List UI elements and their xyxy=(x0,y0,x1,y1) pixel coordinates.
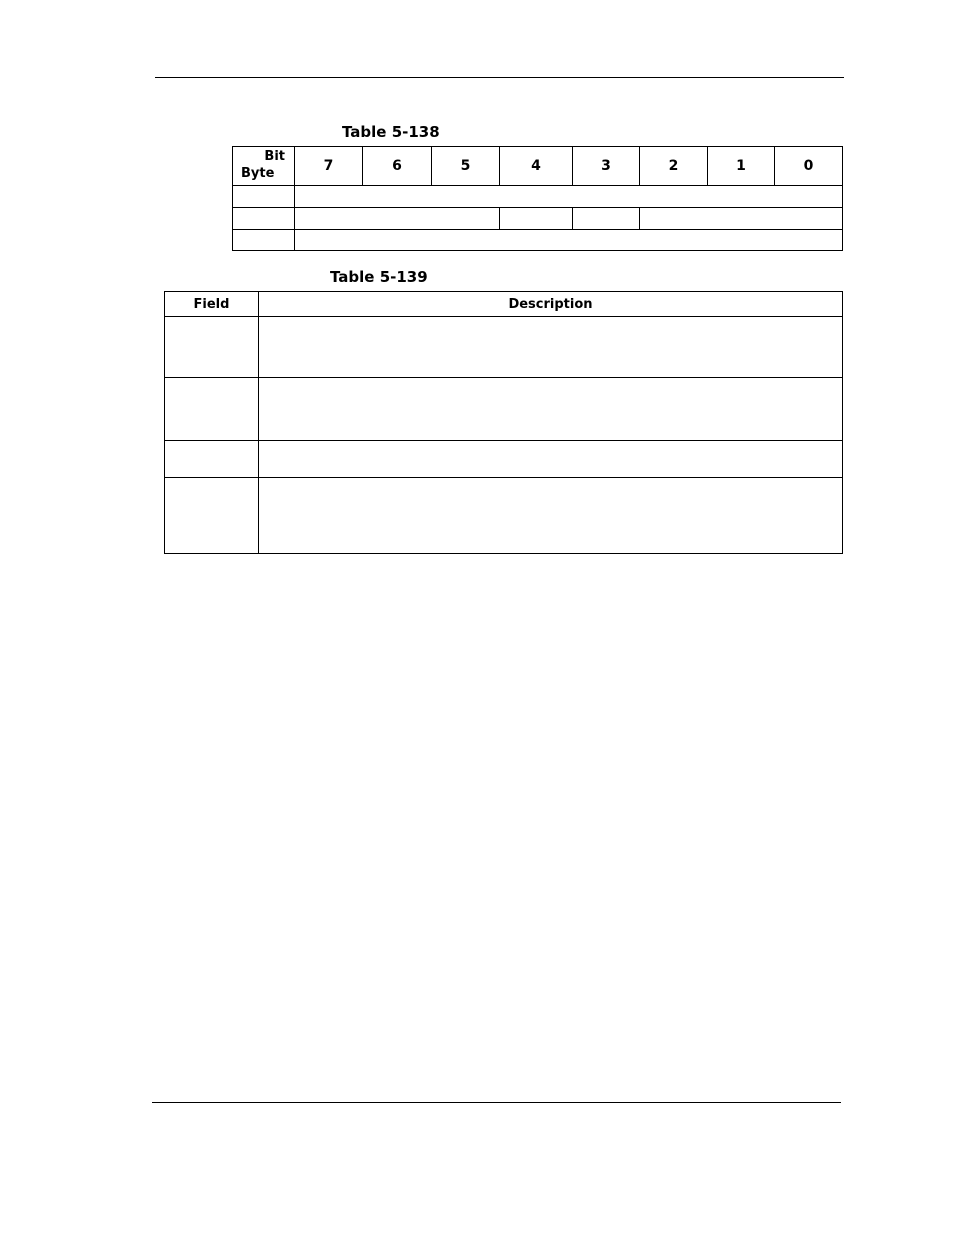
field-cell xyxy=(165,441,259,478)
table-138-row xyxy=(233,208,843,230)
field-cell xyxy=(165,378,259,441)
bit-header-5: 5 xyxy=(432,147,500,186)
field-column-header: Field xyxy=(165,292,259,317)
table-139-caption: Table 5-139 xyxy=(330,268,428,286)
field-cell xyxy=(295,230,843,251)
description-cell xyxy=(259,378,843,441)
bit-header-3: 3 xyxy=(573,147,640,186)
field-cell xyxy=(640,208,843,230)
header-rule xyxy=(155,77,844,78)
field-cell xyxy=(295,186,843,208)
table-139-header-row xyxy=(165,292,843,317)
bit-header-1: 1 xyxy=(708,147,775,186)
bit-label: Bit xyxy=(264,149,285,164)
table-139 xyxy=(164,291,843,554)
description-cell xyxy=(259,441,843,478)
byte-cell xyxy=(233,230,295,251)
table-138-header-row xyxy=(233,147,843,186)
bit-header-6: 6 xyxy=(363,147,432,186)
field-cell xyxy=(165,317,259,378)
byte-label: Byte xyxy=(241,166,275,181)
field-cell xyxy=(165,478,259,554)
table-138 xyxy=(232,146,843,251)
table-139-row xyxy=(165,378,843,441)
field-cell xyxy=(573,208,640,230)
description-column-header: Description xyxy=(259,292,843,317)
table-138-row xyxy=(233,230,843,251)
bit-header-0: 0 xyxy=(775,147,843,186)
table-138-row xyxy=(233,186,843,208)
bit-header-2: 2 xyxy=(640,147,708,186)
bit-header-4: 4 xyxy=(500,147,573,186)
table-138-caption: Table 5-138 xyxy=(342,123,440,141)
table-139-row xyxy=(165,317,843,378)
description-cell xyxy=(259,317,843,378)
byte-cell xyxy=(233,208,295,230)
bit-byte-corner-cell xyxy=(233,147,295,186)
bit-header-7: 7 xyxy=(295,147,363,186)
table-139-row xyxy=(165,441,843,478)
field-cell xyxy=(295,208,500,230)
description-cell xyxy=(259,478,843,554)
table-139-row xyxy=(165,478,843,554)
byte-cell xyxy=(233,186,295,208)
footer-rule xyxy=(152,1102,841,1103)
field-cell xyxy=(500,208,573,230)
